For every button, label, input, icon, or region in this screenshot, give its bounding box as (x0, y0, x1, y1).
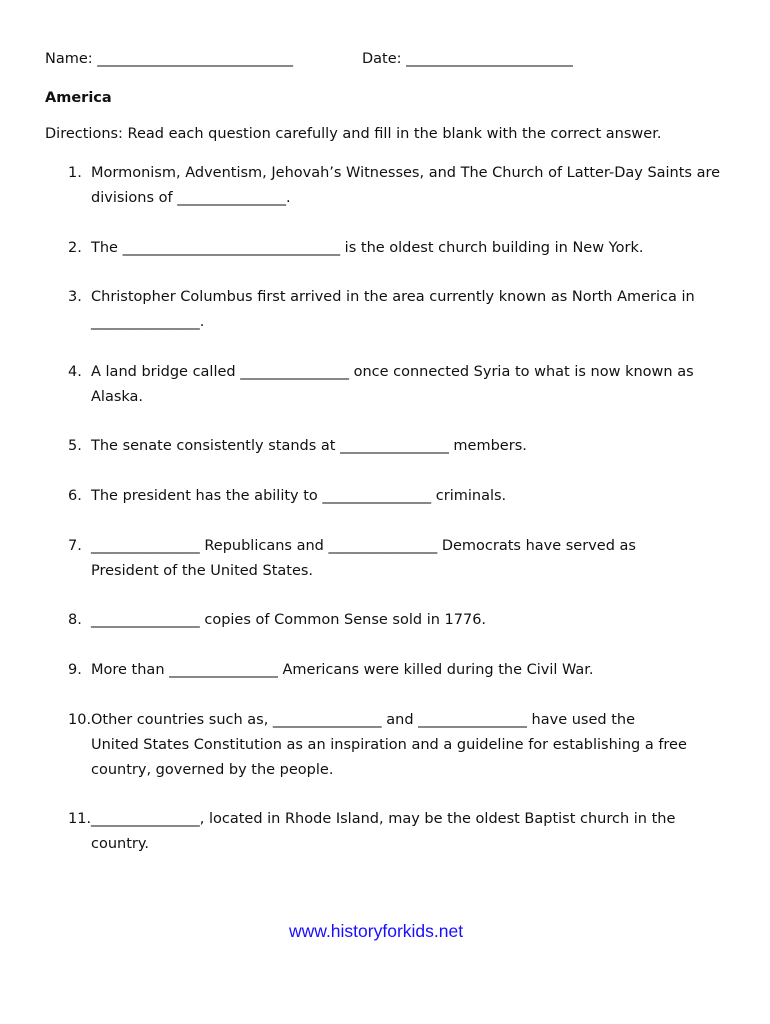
question-number: 2. (68, 240, 82, 256)
question-text-line: A land bridge called _______________ once connected Syria to what is now known as (91, 364, 694, 380)
date-field-label: Date: _______________________ (362, 51, 573, 67)
question-text-line: _______________. (91, 314, 205, 330)
question-number: 1. (68, 165, 82, 181)
question-number: 9. (68, 662, 82, 678)
question-number: 3. (68, 289, 82, 305)
question-number: 7. (68, 538, 82, 554)
question-text-line: President of the United States. (91, 563, 314, 579)
question-text-line: Other countries such as, _______________ and _______________ have used the (91, 712, 636, 728)
question-text-line: The ______________________________ is the oldest church building in New York. (91, 240, 644, 256)
question-text-line: Alaska. (91, 389, 144, 405)
question-text-line: More than _______________ Americans were killed during the Civil War. (91, 662, 594, 678)
question-text-line: _______________ Republicans and _______________ Democrats have served as (91, 538, 636, 554)
question-text-line: The president has the ability to _______________ criminals. (91, 488, 507, 504)
question-number: 10. (68, 712, 92, 728)
question-text-line: Christopher Columbus first arrived in the area currently known as North America in (91, 289, 695, 305)
question-text-line: country. (91, 836, 149, 852)
name-field-label: Name: ___________________________ (45, 51, 294, 67)
worksheet-title: America (45, 90, 112, 106)
question-text-line: country, governed by the people. (91, 762, 334, 778)
question-text-line: United States Constitution as an inspiration and a guideline for establishing a free (91, 737, 687, 753)
question-text-line: _______________, located in Rhode Island, may be the oldest Baptist church in the (91, 811, 676, 827)
question-number: 5. (68, 438, 82, 454)
question-text-line: The senate consistently stands at _______________ members. (91, 438, 527, 454)
directions-text: Directions: Read each question carefully and fill in the blank with the correct answer. (45, 126, 662, 142)
website-link[interactable]: www.historyforkids.net (289, 921, 464, 941)
question-number: 8. (68, 612, 82, 628)
question-text-line: _______________ copies of Common Sense sold in 1776. (91, 612, 487, 628)
question-number: 11. (68, 811, 92, 827)
question-number: 6. (68, 488, 82, 504)
question-number: 4. (68, 364, 82, 380)
question-text-line: divisions of _______________. (91, 190, 291, 206)
question-text-line: Mormonism, Adventism, Jehovah’s Witnesses, and The Church of Latter-Day Saints are (91, 165, 721, 181)
